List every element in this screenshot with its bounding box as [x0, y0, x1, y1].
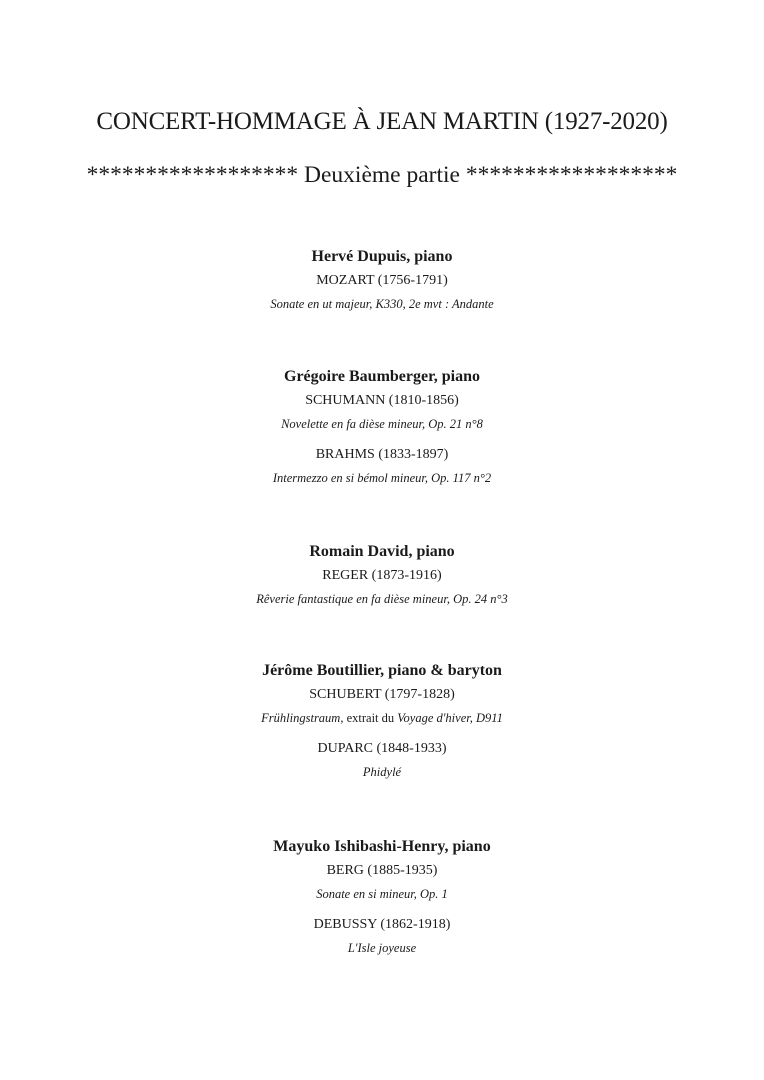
performer-block-ishibashi-henry: [0, 836, 764, 957]
performer-block-david: [0, 541, 764, 608]
work-title: Intermezzo en si bémol mineur, Op. 117 n°2: [272, 471, 492, 485]
work-title: Sonate en ut majeur, K330, 2e mvt : Andante: [270, 297, 494, 311]
performer-block-boutillier: [0, 660, 764, 781]
work-title: Novelette en fa dièse mineur, Op. 21 n°8: [281, 417, 483, 431]
composer-line: BRAHMS (1833-1897): [315, 447, 449, 462]
performer-block-baumberger: [0, 366, 764, 487]
composer-line: SCHUBERT (1797-1828): [309, 687, 455, 702]
performer-name: Grégoire Baumberger, piano: [284, 368, 480, 385]
performer-name: Romain David, piano: [309, 543, 455, 560]
work-title: Phidylé: [362, 765, 402, 779]
work-connector: extrait du: [343, 711, 398, 725]
composer-line: DUPARC (1848-1933): [317, 741, 447, 756]
composer-line: REGER (1873-1916): [322, 568, 442, 583]
performer-block-dupuis: [0, 246, 764, 313]
composer-line: SCHUMANN (1810-1856): [305, 393, 459, 408]
part-heading: ****************** Deuxième partie ******************: [86, 162, 678, 188]
performer-name: Hervé Dupuis, piano: [311, 248, 453, 265]
composer-line: MOZART (1756-1791): [316, 273, 448, 288]
performer-name: Mayuko Ishibashi-Henry, piano: [273, 838, 491, 855]
performer-name: Jérôme Boutillier, piano & baryton: [262, 662, 502, 679]
song-title: Frühlingstraum,: [261, 711, 344, 725]
composer-line: BERG (1885-1935): [326, 863, 438, 878]
composer-line: DEBUSSY (1862-1918): [313, 917, 451, 932]
work-title: L'Isle joyeuse: [347, 941, 417, 955]
cycle-title: Voyage d'hiver, D911: [397, 711, 503, 725]
work-title: [0, 709, 764, 727]
concert-title: CONCERT-HOMMAGE À JEAN MARTIN (1927-2020): [96, 108, 668, 135]
work-title: Sonate en si mineur, Op. 1: [316, 887, 448, 901]
work-title: Rêverie fantastique en fa dièse mineur, Op. 24 n°3: [256, 592, 508, 606]
